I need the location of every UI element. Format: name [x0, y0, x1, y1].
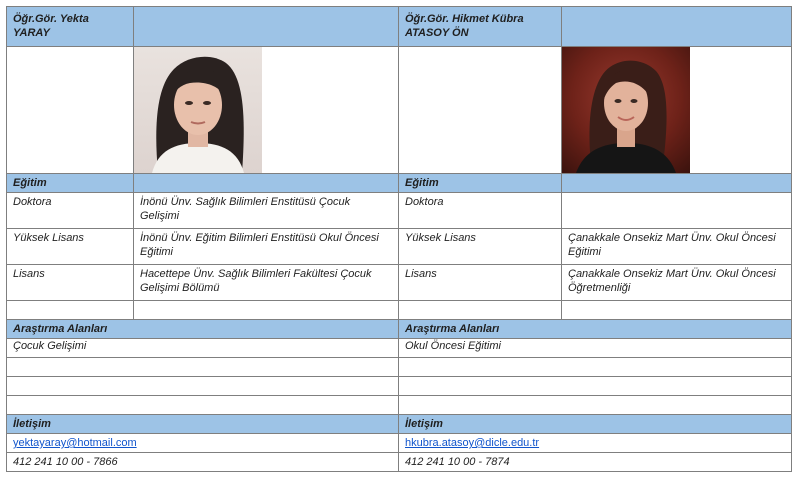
person2-edu-level: Lisans — [399, 265, 562, 301]
person2-contact-header: İletişim — [399, 415, 792, 434]
person2-edu-school: Çanakkale Onsekiz Mart Ünv. Okul Öncesi Öğretmenliği — [562, 265, 792, 301]
person1-contact-header: İletişim — [7, 415, 399, 434]
person1-education-header: Eğitim — [7, 174, 134, 193]
person1-email-link[interactable]: yektayaray@hotmail.com — [13, 437, 137, 449]
person2-email-link[interactable]: hkubra.atasoy@dicle.edu.tr — [405, 437, 540, 449]
person1-edu-level: Yüksek Lisans — [7, 229, 134, 265]
person2-edu-level: Yüksek Lisans — [399, 229, 562, 265]
person2-phone: 412 241 10 00 - 7874 — [399, 453, 792, 472]
person1-edu-level: Lisans — [7, 265, 134, 301]
person1-phone: 412 241 10 00 - 7866 — [7, 453, 399, 472]
person1-photo — [134, 47, 262, 173]
person1-name: Öğr.Gör. Yekta YARAY — [7, 7, 134, 47]
person2-edu-school: Çanakkale Onsekiz Mart Ünv. Okul Öncesi Eğitimi — [562, 229, 792, 265]
person1-edu-school: İnönü Ünv. Sağlık Bilimleri Enstitüsü Çocuk Gelişimi — [134, 193, 399, 229]
person2-education-header: Eğitim — [399, 174, 562, 193]
person1-edu-school: İnönü Ünv. Eğitim Bilimleri Enstitüsü Okul Öncesi Eğitimi — [134, 229, 399, 265]
person2-research: Okul Öncesi Eğitimi — [399, 339, 792, 358]
person1-edu-school: Hacettepe Ünv. Sağlık Bilimleri Fakültesi Çocuk Gelişimi Bölümü — [134, 265, 399, 301]
person2-research-header: Araştırma Alanları — [399, 320, 792, 339]
person2-edu-school — [562, 193, 792, 229]
person1-edu-level: Doktora — [7, 193, 134, 229]
person1-research: Çocuk Gelişimi — [7, 339, 399, 358]
person2-edu-level: Doktora — [399, 193, 562, 229]
staff-profile-table — [6, 6, 791, 472]
person2-name: Öğr.Gör. Hikmet Kübra ATASOY ÖN — [399, 7, 562, 47]
person1-research-header: Araştırma Alanları — [7, 320, 399, 339]
person2-photo — [562, 47, 690, 173]
